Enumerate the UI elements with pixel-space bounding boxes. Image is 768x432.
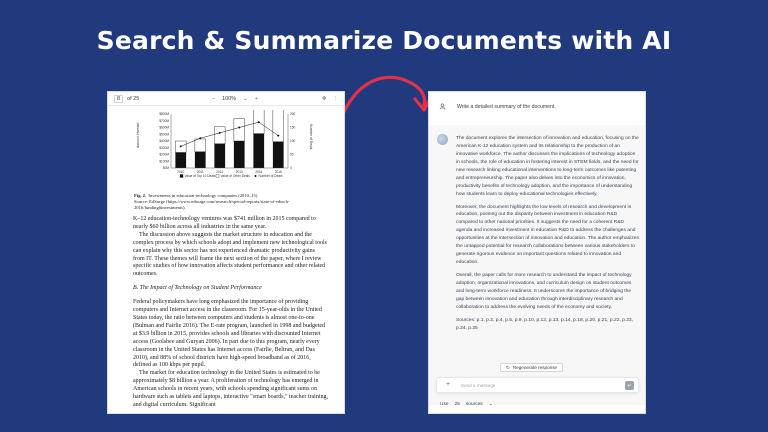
y-tick-label: $700M xyxy=(159,118,169,123)
bar-top10-deals xyxy=(175,152,186,168)
caption-title: Investments in education-technology companies (2010–15) xyxy=(148,193,258,198)
legend-label: Value of Other Deals xyxy=(220,174,250,179)
paragraph: The discussion above suggests the market structure in education and the complex process by which schools adopt and implement new technological tools can explain why this sector has not experienced dramatic productivity gains from IT. These themes will frame the next section of the paper, where I review specific studies of how innovation affects student performance and other related outcomes. xyxy=(133,231,327,278)
headline: Search & Summarize Documents with AI xyxy=(96,26,672,55)
zoom-out-icon[interactable]: – xyxy=(212,95,216,102)
y2-axis-label: Number of Deals xyxy=(309,124,313,150)
zoom-in-icon[interactable]: + xyxy=(254,95,258,102)
x-tick-label: 2015 xyxy=(274,170,282,174)
legend-swatch xyxy=(180,175,183,178)
chevron-down-icon[interactable]: ⌄ xyxy=(488,402,493,407)
ai-paragraph: The document explores the intersection of innovation and education, focusing on the American K-12 education system and its relationship to the production of an innovative workforce. The author discusses the implications of technology adoption in schools, the role of education in fostering interest in STEM fields, and the need for new research linking educational interventions to long-term outcomes like patenting and entrepreneurship. The paper also delves into the economics of innovation, productivity benefits of technology adoption, and the importance of understanding how students learn to deploy educational technologies effectively. xyxy=(456,136,639,197)
legend-label: Number of Deals xyxy=(258,174,283,179)
pdf-viewer[interactable] xyxy=(107,91,345,414)
figure-caption xyxy=(134,193,324,211)
x-tick-label: 2014 xyxy=(255,170,263,174)
user-message: Write a detailed summary of the document. xyxy=(457,103,556,110)
zoom-level[interactable]: 100% xyxy=(222,95,237,102)
ai-paragraph: Overall, the paper calls for more research to understand the impact of technology adoption, organizational innovations, and curriculum design on student outcomes and long-term workforce readiness. It underscores the importance of bridging the gap between innovation and education through interdisciplinary research and collaboration to address the evolving needs of the economy and society. xyxy=(456,273,632,310)
y2-tick-label: 50 xyxy=(290,152,294,157)
bar-other-deals xyxy=(214,127,225,144)
investment-chart xyxy=(128,110,328,192)
ai-response xyxy=(456,135,639,338)
y-tick-label: $600M xyxy=(159,125,169,130)
x-tick-label: 2012 xyxy=(216,170,224,174)
y-tick-label: $200M xyxy=(159,152,169,157)
source-count-input[interactable]: 25 xyxy=(454,402,460,407)
refresh-icon: ↻ xyxy=(506,364,510,370)
number-of-deals-point xyxy=(277,135,279,137)
y2-tick-label: 200 xyxy=(290,112,296,117)
bar-top10-deals xyxy=(195,152,206,168)
y-tick-label: $400M xyxy=(159,139,169,144)
use-label: Use xyxy=(440,402,449,407)
section-heading: B. The Impact of Technology on Student Performance xyxy=(133,285,262,292)
sources-list: Sources: p.1, p.2, p.4, p.5, p.9, p.10, p.12, p.13, p.14, p.18, p.20, p.21, p.22, p.23, p.24, p.25 xyxy=(456,317,634,331)
bar-other-deals xyxy=(195,139,206,152)
message-placeholder: Send a message xyxy=(461,383,496,388)
y2-tick-label: 150 xyxy=(290,125,296,130)
legend-swatch xyxy=(255,175,257,177)
x-tick-label: 2011 xyxy=(196,170,204,174)
message-input[interactable] xyxy=(436,377,639,393)
page-count: of 25 xyxy=(127,95,140,102)
bar-top10-deals xyxy=(214,144,225,168)
paragraph: K–12 education-technology ventures was $741 million in 2015 compared to nearly $60 billion across all industries in the same year. xyxy=(133,216,316,230)
chat-panel xyxy=(428,91,646,414)
chevron-down-icon[interactable]: ⌄ xyxy=(243,95,248,102)
more-icon[interactable]: ⋮ xyxy=(332,95,338,102)
page-number-input[interactable]: 8 xyxy=(114,95,123,103)
document-body xyxy=(133,216,328,410)
user-icon xyxy=(438,102,447,111)
bar-top10-deals xyxy=(253,134,264,168)
y-tick-label: $500M xyxy=(159,132,169,137)
y-tick-label: $300M xyxy=(159,145,169,150)
source-settings xyxy=(440,402,493,407)
y-tick-label: $800M xyxy=(159,112,169,117)
bar-top10-deals xyxy=(234,141,245,168)
bar-other-deals xyxy=(234,119,245,141)
send-button[interactable]: ↵ xyxy=(625,381,634,390)
pdf-toolbar xyxy=(108,92,344,106)
y2-tick-label: 0 xyxy=(290,166,292,171)
legend-swatch xyxy=(216,175,219,178)
bar-other-deals xyxy=(273,110,284,142)
paragraph: Federal policymakers have long emphasized the importance of providing computers and Internet access in the classroom. For 15-year-olds in the United States today, the ratio between computers and students is almost one-to-one (Bulman and Fairlie 2016). The E-rate program, launched in 1998 and budgeted at $3.9 billion in 2015, provides schools and libraries with discounted Internet access (Goolsbee and Guryan 2006). In part due to this program, nearly every classroom in the United States has Internet access (Fairlie, Beltran, and Das 2010), and 88% of school districts have high-speed broadband as of 2016, defined as 100 kbps per pupil. xyxy=(133,299,325,369)
bar-top10-deals xyxy=(273,142,284,168)
y-tick-label: $100M xyxy=(159,159,169,164)
legend-label: Value of Top 10 Deals xyxy=(184,174,216,179)
number-of-deals-point xyxy=(180,145,182,147)
ai-paragraph: Moreover, the document highlights the low levels of research and development in education, pointing out the disparity between investment in education R&D compared to other national priorities. It suggests the need for a coherent R&D agenda and increased investment in education R&D to address the challenges and opportunities at the intersection of innovation and education. The author emphasizes the untapped potential for research collaborations between various stakeholders to generate rigorous evidence on important questions related to innovation and education. xyxy=(456,204,639,266)
number-of-deals-point xyxy=(258,121,260,123)
number-of-deals-point xyxy=(238,127,240,129)
regenerate-label: Regenerate response xyxy=(512,365,558,370)
y-axis-label: Amount Invested xyxy=(136,122,140,148)
x-tick-label: 2010 xyxy=(177,170,185,174)
ai-avatar-icon xyxy=(437,134,448,145)
sources-label: sources xyxy=(465,402,483,407)
y2-tick-label: 100 xyxy=(290,139,296,144)
caption-source: Source: EdSurge (https://www.edsurge.com/research/special-reports/state-of-edtech-2016/funding#investments). xyxy=(134,198,290,210)
number-of-deals-point xyxy=(219,132,221,134)
y-tick-label: $0M xyxy=(162,166,169,171)
x-tick-label: 2013 xyxy=(235,170,243,174)
regenerate-button[interactable] xyxy=(500,363,563,372)
user-message-row xyxy=(438,102,556,111)
paragraph: The market for education technology in the United States is estimated to be approximately $8 billion a year. A proliferation of technology has emerged in American schools in recent years, with schools spending significant sums on hardware such as tablets and laptops, interactive "smart boards," teacher training, and digital curriculum. Significant xyxy=(133,370,328,408)
number-of-deals-point xyxy=(199,137,201,139)
caption-label: Fig. 2. xyxy=(134,193,147,198)
plus-icon[interactable]: + xyxy=(446,381,451,388)
move-icon[interactable]: ✥ xyxy=(321,95,327,102)
curved-arrow xyxy=(332,72,435,122)
